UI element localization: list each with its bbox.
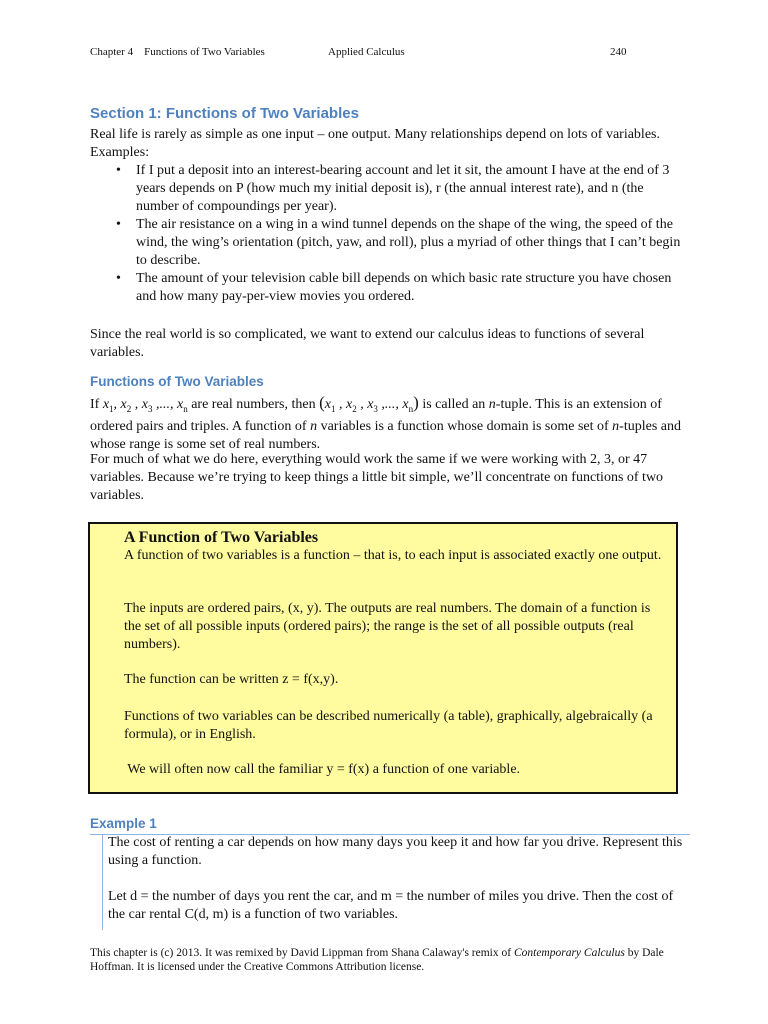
ntuple-paragraph: If $x_1$, $x_2$ , $x_3$ ,..., $x_n$ are real numbers, then ($x_1$ , $x_2$ , $x_3$ ,..., $x_n$) is called an n-tuple. This is an extension of ordered pairs and triples. A function of n variables is a function whose domain is some set of n-tuples and whose range is some set of real numbers. [90,393,681,452]
definition-p5: We will often now call the familiar y = f(x) a function of one variable. [124,762,521,777]
example-p2: Let d = the number of days you rent the car, and m = the number of miles you drive. Then the cost of the car rental C(d, m) is a function of two variables. [108,889,674,922]
definition-p3: The function can be written z = f(x,y). [124,672,339,687]
bullet-icon: • [116,271,121,286]
header-page-number: 240 [610,46,627,58]
definition-box [88,522,678,794]
example-side-rule [102,834,103,930]
bullet-icon: • [116,217,121,232]
tuple-list-formula: $x_1$, $x_2$ , $x_3$ ,..., $x_n$ [102,397,188,414]
footer-license: This chapter is (c) 2013. It was remixed by David Lippman from Shana Calaway's remix of Contemporary Calculus by Dale Hoffman. It is licensed under the Creative Commons Attribution license. [90,947,664,973]
examples-list [112,162,684,306]
bullet-icon: • [116,163,121,178]
section-intro: Real life is rarely as simple as one input – one output. Many relationships depend on lots of variables. Examples: [90,127,660,160]
section-title: Section 1: Functions of Two Variables [90,105,359,122]
section-closing: Since the real world is so complicated, we want to extend our calculus ideas to functions of several variables. [90,327,645,360]
definition-title: A Function of Two Variables [124,529,319,546]
definition-p2: The inputs are ordered pairs, (x, y). The outputs are real numbers. The domain of a function is the set of all possible inputs (ordered pairs); the range is the set of all possible outputs (real numbers). [124,601,651,652]
ntuple-formula: ($x_1$ , $x_2$ , $x_3$ ,..., $x_n$) [319,393,419,414]
list-item: • The amount of your television cable bill depends on which basic rate structure you have chosen and how many pay-per-view movies you ordered. [116,271,672,304]
subsection-title: Functions of Two Variables [90,374,264,389]
header-chapter: Chapter 4 Functions of Two Variables [90,46,265,58]
list-item: • The air resistance on a wing in a wind tunnel depends on the shape of the wing, the speed of the wind, the wing’s orientation (pitch, yaw, and roll), plus a myriad of other things that I can’t begin to describe. [116,217,681,268]
example-title: Example 1 [90,816,157,831]
subsection-paragraph-2: For much of what we do here, everything would work the same if we were working with 2, 3, or 47 variables. Because we’re trying to keep things a little bit simple, we’ll concentrate on functions of two variables. [90,452,664,503]
example-p1: The cost of renting a car depends on how many days you keep it and how far you drive. Represent this using a function. [108,835,683,868]
header-course: Applied Calculus [328,46,405,58]
footer-book-title: Contemporary Calculus [513,947,625,959]
definition-p1: A function of two variables is a function – that is, to each input is associated exactly one output. [124,548,662,563]
list-item: • If I put a deposit into an interest-bearing account and let it sit, the amount I have at the end of 3 years depends on P (how much my initial deposit is), r (the annual interest rate), and n (the number of compoundings per year). [116,163,670,214]
definition-p4: Functions of two variables can be described numerically (a table), graphically, algebraically (a formula), or in English. [124,709,653,742]
